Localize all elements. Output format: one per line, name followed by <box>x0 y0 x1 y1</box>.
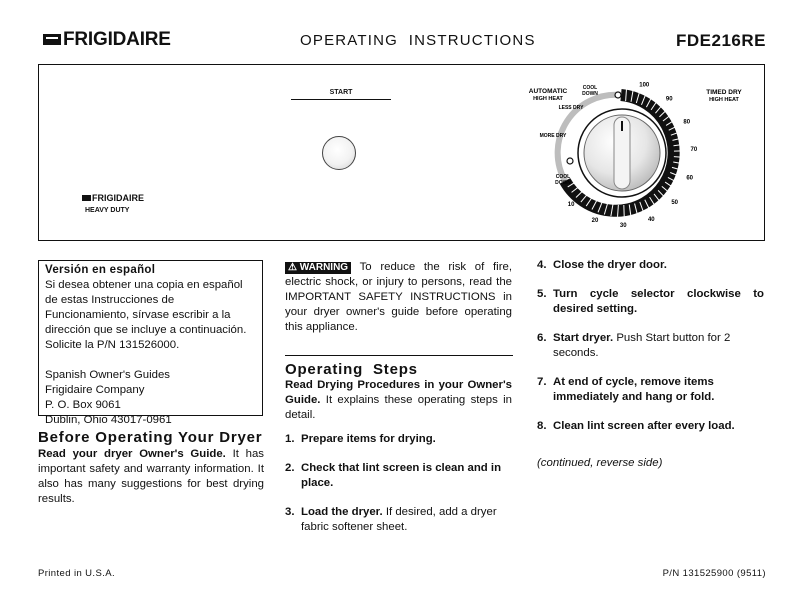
continued-note: (continued, reverse side) <box>537 457 663 469</box>
before-operating-lead: Read your dryer Owner's Guide. <box>38 448 226 460</box>
timer-mark-label: 100 <box>639 82 650 89</box>
cool-down-left-indicator <box>567 158 573 164</box>
warning-body: To reduce the risk of fire, electric shock, or injury to persons, read the IMPORTANT SAFETY INSTRUCTIONS in your dryer owner's guide before operating this appliance. <box>285 261 512 333</box>
operating-steps-section <box>285 362 512 535</box>
heavy-duty-label: HEAVY DUTY <box>85 207 130 214</box>
step-item <box>537 258 764 273</box>
spanish-body: Si desea obtener una copia en español de estas Instrucciones de Funcionamiento, sírvase escribir a la dirección que se incluye a continuación. Solicite la P/N 131526000. <box>45 279 247 351</box>
step-title: Turn cycle selector clockwise to desired setting. <box>553 288 764 315</box>
spanish-version-box <box>38 260 263 426</box>
less-dry-label: LESS DRY <box>558 105 584 111</box>
steps-list-b <box>537 258 764 434</box>
step-number: 6. <box>537 332 547 344</box>
operating-steps-intro <box>285 378 512 423</box>
document-title: OPERATING INSTRUCTIONS <box>300 32 536 49</box>
step-number: 8. <box>537 420 547 432</box>
timer-mark-label: 60 <box>686 175 694 182</box>
cycle-dial-graphic <box>39 65 766 242</box>
part-number: P/N 131525900 (9511) <box>662 568 766 579</box>
timer-mark-label: 20 <box>591 217 599 224</box>
address-line: Dublin, Ohio 43017-0961 <box>45 414 172 426</box>
step-title: Load the dryer. <box>301 506 383 518</box>
step-item <box>285 461 512 491</box>
steps-continued-column <box>537 258 764 471</box>
brand-name: FRIGIDAIRE <box>63 29 171 50</box>
step-title: Prepare items for drying. <box>301 433 436 445</box>
cool-down-top-indicator <box>615 92 621 98</box>
timer-mark-label: 70 <box>690 147 698 154</box>
operating-steps-intro-bold: Read Drying Procedures in your Owner's Guide. <box>285 379 512 406</box>
before-operating-text <box>38 447 264 507</box>
step-item <box>537 419 764 434</box>
step-detail: Push Start button for 2 seconds. <box>553 332 731 359</box>
control-panel-illustration <box>38 64 765 241</box>
start-label: START <box>329 89 353 96</box>
step-item <box>537 375 764 405</box>
before-operating-heading: Before Operating Your Dryer <box>38 429 263 446</box>
timer-mark-label: 80 <box>683 119 691 126</box>
before-operating-body: It has important safety and warranty information. It also has many suggestions for best drying results. <box>38 448 264 505</box>
timer-mark-label: 30 <box>619 222 627 229</box>
steps-list-a <box>285 432 512 535</box>
step-detail: If desired, add a dryer fabric softener sheet. <box>301 506 497 533</box>
address-line: Spanish Owner's Guides <box>45 369 171 381</box>
model-number: FDE216RE <box>676 31 766 50</box>
cool-down-top-line2: DOWN <box>582 91 598 97</box>
step-title: Start dryer. <box>553 332 614 344</box>
step-item <box>285 505 512 535</box>
step-item <box>537 287 764 317</box>
spanish-heading: Versión en español <box>45 264 156 276</box>
step-title: Clean lint screen after every load. <box>553 420 735 432</box>
step-number: 1. <box>285 433 295 445</box>
brand-mark-icon <box>43 34 61 45</box>
section-divider <box>285 355 513 356</box>
timer-mark-label: 10 <box>567 201 575 208</box>
timed-dry-sub: HIGH HEAT <box>709 97 739 103</box>
automatic-title: AUTOMATIC <box>528 88 568 95</box>
timer-mark-label: 90 <box>665 96 673 103</box>
step-item <box>537 331 764 361</box>
step-number: 3. <box>285 506 295 518</box>
before-operating-section <box>38 430 264 507</box>
step-title: Close the dryer door. <box>553 259 667 271</box>
address-line: P. O. Box 9061 <box>45 399 121 411</box>
operating-steps-heading: Operating Steps <box>285 361 418 378</box>
address-line: Frigidaire Company <box>45 384 145 396</box>
step-number: 4. <box>537 259 547 271</box>
operating-steps-intro-rest: It explains these operating steps in detail. <box>285 394 512 421</box>
step-item <box>285 432 512 447</box>
step-title: Check that lint screen is clean and in place. <box>301 462 502 489</box>
step-number: 2. <box>285 462 295 474</box>
step-number: 5. <box>537 288 547 300</box>
timer-mark-label: 50 <box>671 200 679 207</box>
warning-text <box>285 260 512 335</box>
warning-badge-label: WARNING <box>299 262 349 273</box>
panel-brand-name: FRIGIDAIRE <box>92 193 145 203</box>
cool-down-left-line1: COOL <box>555 174 571 180</box>
automatic-sub: HIGH HEAT <box>533 96 563 102</box>
more-dry-label: MORE DRY <box>539 133 567 139</box>
warning-section <box>285 260 512 335</box>
cool-down-top-line1: COOL <box>582 85 598 91</box>
printed-in: Printed in U.S.A. <box>38 568 116 579</box>
step-title: At end of cycle, remove items immediately and hang or fold. <box>553 376 715 403</box>
brand-logo <box>43 29 171 51</box>
warning-badge: ⚠ WARNING <box>285 262 351 274</box>
step-number: 7. <box>537 376 547 388</box>
cool-down-left-line2: DOWN <box>555 180 571 186</box>
timed-dry-title: TIMED DRY <box>706 89 742 96</box>
timer-mark-label: 40 <box>647 216 655 223</box>
